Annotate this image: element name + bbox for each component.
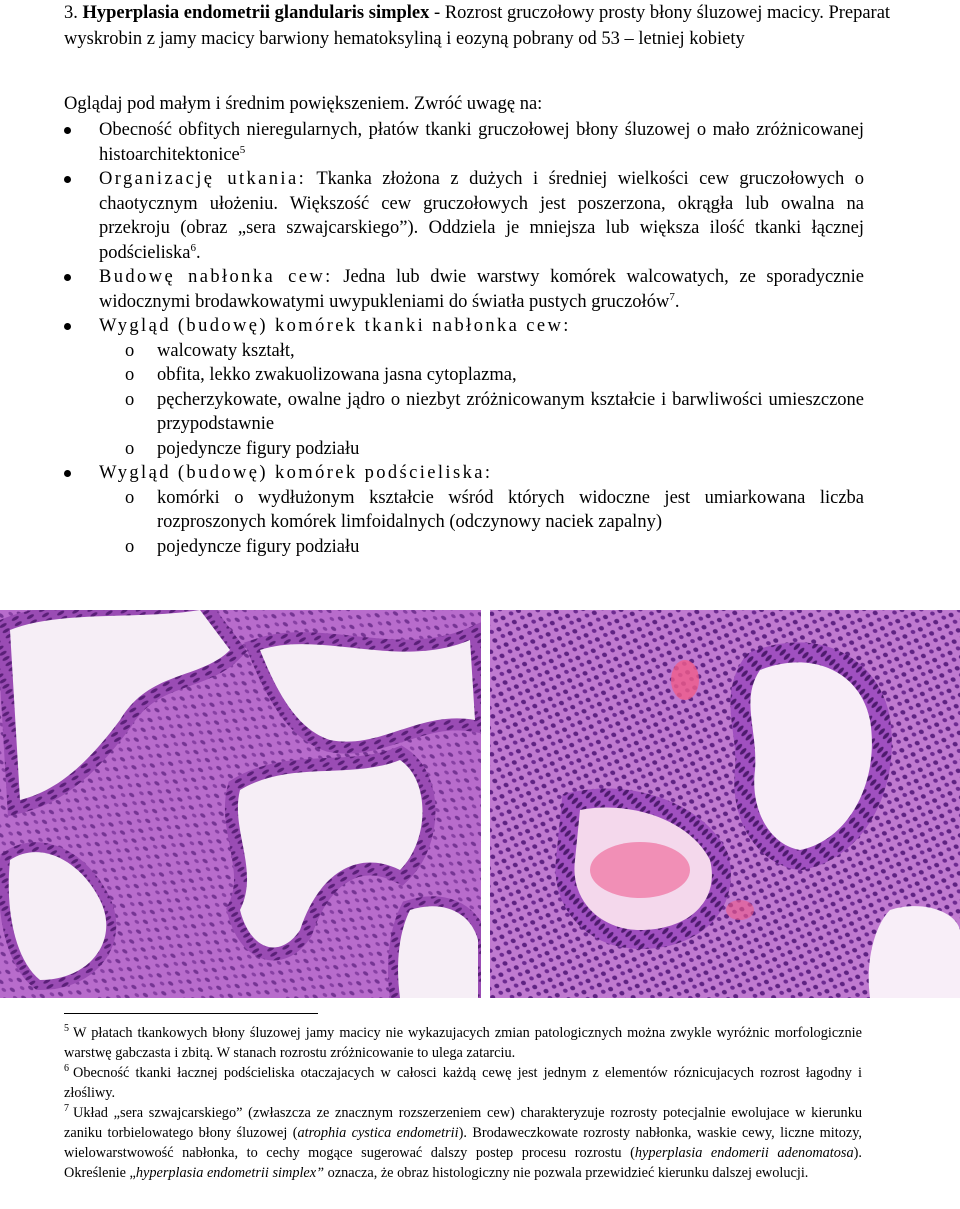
footnote-7: $^7$ Układ „sera szwajcarskiego” (zwłaszcza ze znacznym rozszerzeniem cew) charakteryzuje rozrosty potecjalnie ewolujace w kierunku zaniku torbielowatego błony śluzowej (atrophia cystica endometrii). Brodaweczkowate rozrosty nabłonka, waskie cewy, liczne mitozy, wielowarstwowość nabłonka, to cechy mogące sugerować dalszy postep procesu rozrostu (hyperplasia endomerii adenomatosa). Określenie „hyperplasia endometrii simplex” oznacza, że obraz histologiczny nie pozwala przewidzieć kierunku dalszej ewolucji.: [64, 1103, 862, 1181]
bullet-label: Budowę nabłonka cew:: [99, 267, 333, 287]
section-description: - Rozrost gruczołowy prosty błony śluzowej macicy. Preparat wyskrobin z jamy macicy barwiony hematoksyliną i eozyną pobrany od 53 – letniej kobiety: [64, 3, 891, 49]
section-number: 3.: [64, 3, 78, 23]
histology-image-left: [0, 610, 481, 998]
list-item: o obfita, lekko zwakuolizowana jasna cytoplazma,: [125, 365, 517, 385]
footnote-ref-7: 7: [669, 290, 675, 303]
bullet-histoarchitecture: Obecność obfitych nieregularnych, płatów tkanki gruczołowej błony śluzowej o mało zróżnicowanej histoarchitektonice$^5$: [64, 118, 864, 167]
bullet-organization: Organizację utkania: Tkanka złożona z dużych i średniej wielkości cew gruczołowych o chaotycznym ułożeniu. Większość cew gruczołowych jest poszerzona, okrągła lub owalna na przekroju (obraz „sera szwajcarskiego”). Oddziela je mniejsza lub większa ilość tkanki łącznej podścieliska$^6$.: [64, 167, 864, 265]
section-title: Hyperplasia endometrii glandularis simplex: [82, 3, 430, 23]
histology-image-right: [490, 610, 960, 998]
intro-text: Oglądaj pod małym i średnim powiększeniem. Zwróć uwagę na:: [64, 94, 543, 114]
epithelial-cells-sublist: [64, 339, 864, 462]
micrograph-panel: [0, 610, 960, 1000]
section-heading: [64, 0, 904, 52]
footnote-6: $^6$ Obecność tkanki łacznej podścieliska otaczajacych w całosci każdą cewę jest jednym z elementów róznicujacych rozrost łagodny i złośliwy.: [64, 1063, 862, 1101]
footnote-ref-6: 6: [190, 241, 196, 254]
footnote-5: $^5$ W płatach tkankowych błony śluzowej jamy macicy nie wykazujacych zmian patologicznych można zwykle wyróżnic morfologicznie warstwę gabczasta i zbitą. W stanach rozrostu zróżnicowanie to ulega zatarciu.: [64, 1023, 862, 1061]
list-item: o komórki o wydłużonym kształcie wśród których widoczne jest umiarkowana liczba rozproszonych komórek limfoidalnych (odczynowy naciek zapalny): [125, 487, 864, 532]
list-item: o pojedyncze figury podziału: [125, 536, 360, 557]
micrograph-left: [0, 610, 481, 998]
list-item: o pęcherzykowate, owalne jądro o niezbyt zróżnicowanym kształcie i barwliwości umieszczone przypodstawnie: [125, 389, 864, 434]
micrograph-right: [490, 610, 960, 998]
list-item: o walcowaty kształt,: [125, 340, 295, 361]
bullet-stroma-cells: [64, 461, 864, 486]
bullet-label: Wygląd (budowę) komórek podścieliska:: [99, 463, 493, 483]
list-item: o pojedyncze figury podziału: [125, 438, 360, 459]
stroma-cells-sublist: [64, 486, 864, 560]
bullet-label: Organizację utkania:: [99, 169, 307, 189]
bullet-epithelium-structure: Budowę nabłonka cew: Jedna lub dwie warstwy komórek walcowatych, ze sporadycznie widocznymi brodawkowatymi uwypukleniami do światła pustych gruczołów$^7$.: [64, 265, 864, 314]
footnote-ref-5: 5: [239, 143, 246, 156]
observation-list: [64, 118, 864, 559]
footnotes: [64, 1023, 862, 1183]
bullet-label: Wygląd (budowę) komórek tkanki nabłonka cew:: [99, 316, 571, 336]
footnote-divider: [64, 1013, 318, 1014]
bullet-epithelial-cells: [64, 314, 864, 339]
